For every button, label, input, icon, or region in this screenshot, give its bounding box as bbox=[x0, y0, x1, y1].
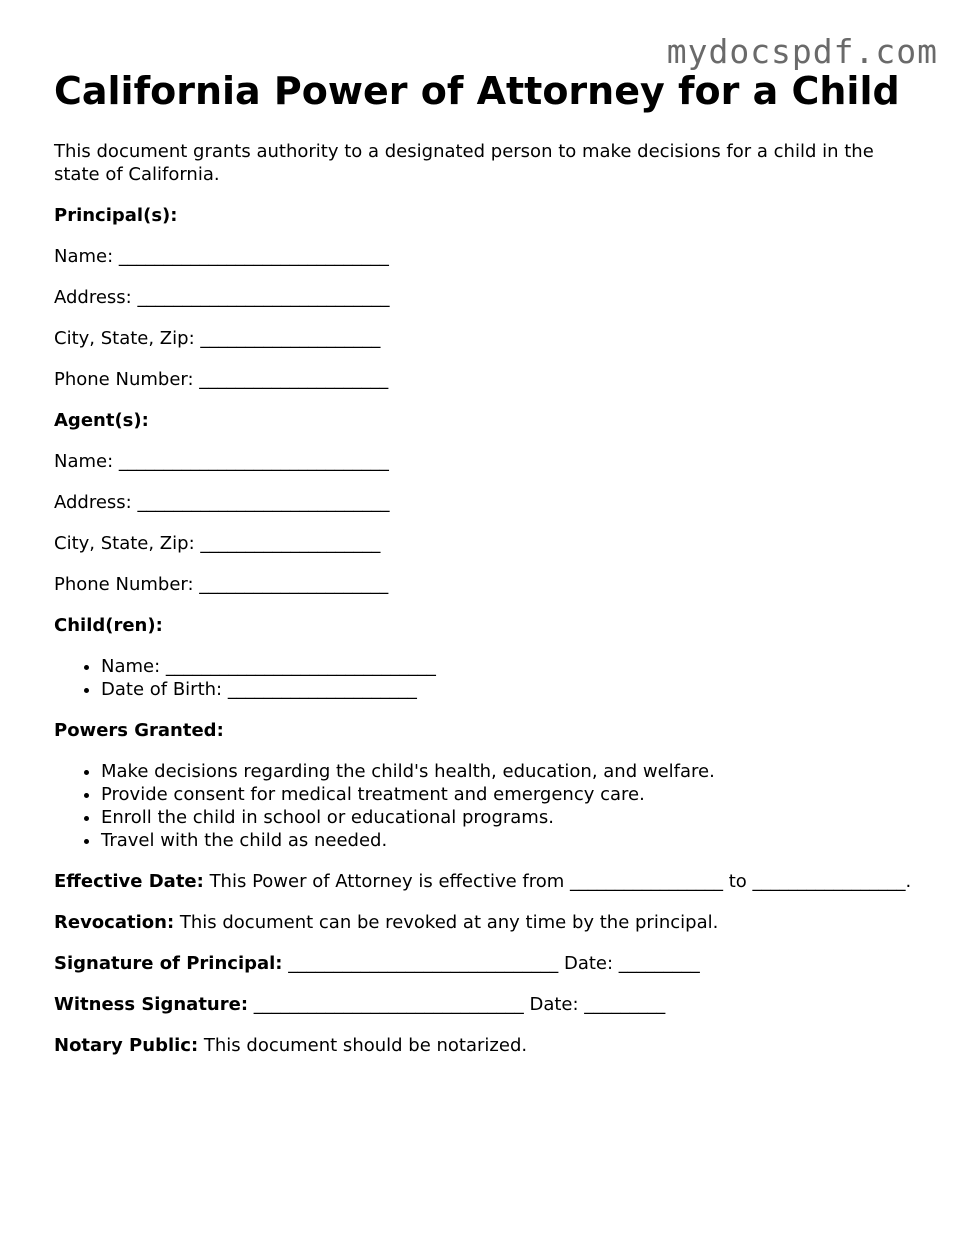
witness-signature-blank: ______________________________ Date: _________ bbox=[248, 994, 666, 1015]
principal-signature-blank: ______________________________ Date: _________ bbox=[282, 953, 700, 974]
principal-signature-label: Signature of Principal: bbox=[54, 953, 283, 974]
witness-signature-label: Witness Signature: bbox=[54, 994, 249, 1015]
notary-clause bbox=[54, 1034, 924, 1057]
agent-heading: Agent(s): bbox=[54, 410, 149, 431]
power-item: • Make decisions regarding the child's health, education, and welfare. bbox=[101, 760, 924, 783]
revocation-clause bbox=[54, 911, 924, 934]
children-heading: Child(ren): bbox=[54, 615, 163, 636]
intro-paragraph: This document grants authority to a designated person to make decisions for a child in the state of California. bbox=[54, 141, 874, 185]
document-page bbox=[54, 68, 924, 1057]
page-title: California Power of Attorney for a Child bbox=[54, 69, 900, 113]
power-item: • Provide consent for medical treatment and emergency care. bbox=[101, 783, 924, 806]
powers-list bbox=[54, 760, 924, 852]
revocation-text: This document can be revoked at any time by the principal. bbox=[174, 912, 719, 933]
notary-label: Notary Public: bbox=[54, 1035, 199, 1056]
principal-city-field[interactable]: City, State, Zip: ____________________ bbox=[54, 328, 381, 349]
agent-name-field[interactable]: Name: ______________________________ bbox=[54, 451, 389, 472]
effective-date-label: Effective Date: bbox=[54, 871, 204, 892]
effective-date-text: This Power of Attorney is effective from _________________ to _________________. bbox=[203, 871, 912, 892]
principal-heading: Principal(s): bbox=[54, 205, 178, 226]
agent-city-field[interactable]: City, State, Zip: ____________________ bbox=[54, 533, 381, 554]
child-name-field[interactable]: • Name: ______________________________ bbox=[101, 655, 924, 678]
child-dob-field[interactable]: • Date of Birth: _____________________ bbox=[101, 678, 924, 701]
effective-date-clause[interactable] bbox=[54, 870, 924, 893]
children-list bbox=[54, 655, 924, 701]
power-item: • Travel with the child as needed. bbox=[101, 829, 924, 852]
notary-text: This document should be notarized. bbox=[198, 1035, 528, 1056]
power-item: • Enroll the child in school or educational programs. bbox=[101, 806, 924, 829]
principal-name-field[interactable]: Name: ______________________________ bbox=[54, 246, 389, 267]
principal-address-field[interactable]: Address: ____________________________ bbox=[54, 287, 390, 308]
witness-signature-line[interactable] bbox=[54, 993, 924, 1016]
watermark: mydocspdf.com bbox=[666, 32, 938, 71]
powers-heading: Powers Granted: bbox=[54, 720, 224, 741]
agent-phone-field[interactable]: Phone Number: _____________________ bbox=[54, 574, 389, 595]
revocation-label: Revocation: bbox=[54, 912, 175, 933]
principal-signature-line[interactable] bbox=[54, 952, 924, 975]
principal-phone-field[interactable]: Phone Number: _____________________ bbox=[54, 369, 389, 390]
agent-address-field[interactable]: Address: ____________________________ bbox=[54, 492, 390, 513]
